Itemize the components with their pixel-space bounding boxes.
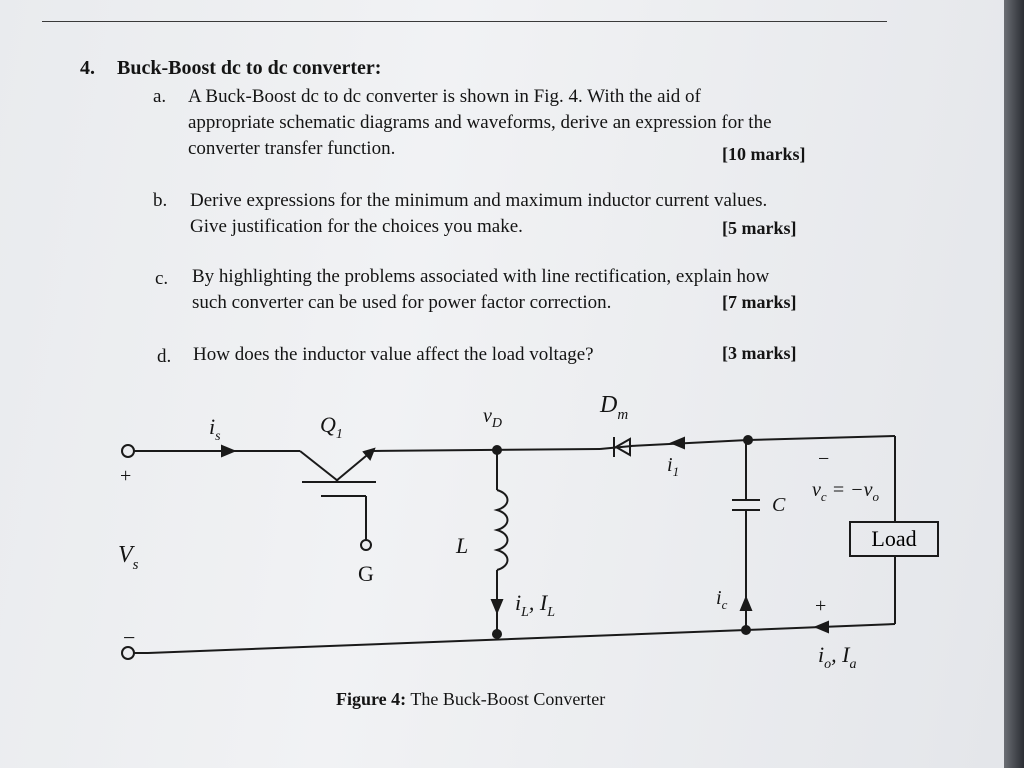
i1-label: $i_1$ [667, 454, 680, 479]
part-c-marks: [7 marks] [722, 292, 797, 312]
is-arrow [222, 446, 234, 456]
junction-bottom-inductor [492, 629, 502, 639]
figure-caption-label: Figure 4: [336, 689, 407, 709]
part-a-line-3: converter transfer function. [188, 138, 396, 159]
vc-label: $v_c = -v_o$ [812, 479, 880, 504]
inductor-label: L [456, 533, 469, 558]
capacitor-label: C [772, 494, 786, 516]
io-arrow [816, 622, 828, 632]
q1-label: $Q_1$ [320, 412, 343, 442]
load-box: Load [849, 521, 939, 557]
gate-terminal [361, 540, 371, 550]
il-label: $i_L$, $I_L$ [515, 590, 556, 620]
transistor-collector [300, 451, 338, 481]
input-terminal-top [122, 445, 134, 457]
junction-top-cap [743, 435, 753, 445]
top-rail-right [630, 440, 748, 446]
desk-edge [1004, 0, 1024, 768]
junction-top-inductor [492, 445, 502, 455]
part-b-marks: [5 marks] [722, 218, 797, 238]
is-label: $i_s$ [209, 414, 221, 444]
part-c-label: c. [155, 268, 169, 289]
figure-caption-text: The Buck-Boost Converter [406, 689, 606, 709]
part-a-line-2: appropriate schematic diagrams and waveforms, derive an expression for the [188, 112, 772, 133]
part-a-label: a. [153, 86, 167, 107]
top-rail-load [748, 436, 895, 440]
part-b-label: b. [153, 190, 168, 211]
ic-arrow [741, 598, 751, 610]
part-d-label: d. [157, 346, 172, 367]
bottom-rail [148, 630, 746, 653]
il-arrow [492, 600, 502, 612]
inductor-coil [497, 490, 508, 570]
part-a-marks: [10 marks] [722, 144, 806, 164]
part-b-line-1: Derive expressions for the minimum and maximum inductor current values. [190, 190, 768, 211]
part-c-line-2: such converter can be used for power factor correction. [192, 292, 612, 313]
i1-arrow [672, 438, 684, 448]
part-a-line-1: A Buck-Boost dc to dc converter is shown in Fig. 4. With the aid of [188, 86, 701, 107]
top-rail-left [372, 449, 600, 451]
input-plus-label: + [120, 465, 132, 487]
junction-bottom-cap [741, 625, 751, 635]
input-minus-label: − [123, 625, 136, 650]
vs-label: $V_s$ [118, 542, 139, 573]
question-number: 4. [80, 57, 95, 79]
dm-label: $D_m$ [600, 392, 629, 423]
vd-label: $v_D$ [483, 405, 503, 431]
part-b-line-2: Give justification for the choices you make. [190, 216, 523, 237]
gate-label: G [358, 561, 374, 586]
io-label: $i_o$, $I_a$ [818, 642, 857, 672]
part-d-line-1: How does the inductor value affect the load voltage? [193, 344, 594, 365]
part-c-line-1: By highlighting the problems associated with line rectification, explain how [192, 266, 770, 287]
cap-minus-label: − [818, 448, 830, 470]
part-d-marks: [3 marks] [722, 343, 797, 363]
figure-caption [336, 690, 605, 708]
question-title: Buck-Boost dc to dc converter: [117, 57, 382, 79]
load-plus-label: + [815, 595, 827, 617]
ic-label: $i_c$ [716, 587, 728, 612]
